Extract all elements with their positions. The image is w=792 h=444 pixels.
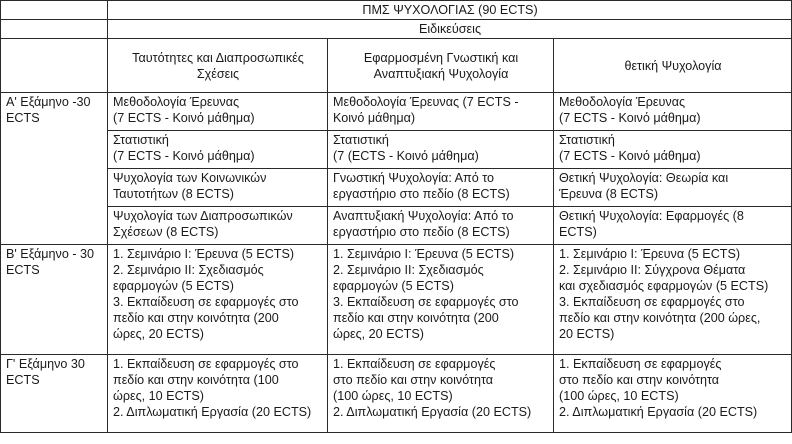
course-cell: Ψυχολογία των Διαπροσωπικών Σχέσεων (8 ECTS) bbox=[108, 207, 328, 245]
course-cell: Γνωστική Ψυχολογία: Από το εργαστήριο στο πεδίο (8 ECTS) bbox=[328, 169, 554, 207]
course-cell: 1. Εκπαίδευση σε εφαρμογές στο πεδίο και στην κοινότητα (100 ώρες, 10 ECTS) 2. Διπλωματική Εργασία (20 ECTS) bbox=[554, 355, 792, 433]
specializations-label-row bbox=[1, 20, 792, 39]
course-cell: Μεθοδολογία Έρευνας (7 ECTS - Κοινό μάθημα) bbox=[328, 93, 554, 131]
course-cell: Θετική Ψυχολογία: Εφαρμογές (8 ECTS) bbox=[554, 207, 792, 245]
semester-label: Γ' Εξάμηνο 30 ECTS bbox=[1, 355, 108, 433]
specialization-header: Εφαρμοσμένη Γνωστική και Αναπτυξιακή Ψυχολογία bbox=[328, 39, 554, 93]
course-cell: Μεθοδολογία Έρευνας (7 ECTS - Κοινό μάθημα) bbox=[554, 93, 792, 131]
semester-label: Β' Εξάμηνο - 30 ECTS bbox=[1, 245, 108, 355]
course-cell: 1. Σεμινάριο Ι: Έρευνα (5 ECTS) 2. Σεμινάριο ΙΙ: Σύγχρονα Θέματα και σχεδιασμός εφαρμογών (5 ECTS) 3. Εκπαίδευση σε εφαρμογές στο πεδίο και στην κοινότητα (200 ώρες, 20 ECTS) bbox=[554, 245, 792, 355]
empty-corner-cell bbox=[1, 39, 108, 93]
specializations-header-row bbox=[1, 39, 792, 93]
course-cell: 1. Σεμινάριο Ι: Έρευνα (5 ECTS) 2. Σεμινάριο ΙΙ: Σχεδιασμός εφαρμογών (5 ECTS) 3. Εκπαίδευση σε εφαρμογές στο πεδίο και στην κοινότητα (200 ώρες, 20 ECTS) bbox=[108, 245, 328, 355]
specialization-header: θετική Ψυχολογία bbox=[554, 39, 792, 93]
course-cell: 1. Εκπαίδευση σε εφαρμογές στο πεδίο και στην κοινότητα (100 ώρες, 10 ECTS) 2. Διπλωματική Εργασία (20 ECTS) bbox=[108, 355, 328, 433]
empty-corner-cell bbox=[1, 1, 108, 20]
specializations-label: Ειδικεύσεις bbox=[108, 20, 792, 39]
semester-label: Α' Εξάμηνο -30 ECTS bbox=[1, 93, 108, 245]
course-cell: 1. Εκπαίδευση σε εφαρμογές στο πεδίο και στην κοινότητα (100 ώρες, 10 ECTS) 2. Διπλωματική Εργασία (20 ECTS) bbox=[328, 355, 554, 433]
empty-corner-cell bbox=[1, 20, 108, 39]
course-cell: Στατιστική (7 ECTS - Κοινό μάθημα) bbox=[108, 131, 328, 169]
course-cell: Ψυχολογία των Κοινωνικών Ταυτοτήτων (8 ECTS) bbox=[108, 169, 328, 207]
table-row bbox=[1, 245, 792, 355]
course-cell: Στατιστική (7 (ECTS - Κοινό μάθημα) bbox=[328, 131, 554, 169]
table-row bbox=[1, 207, 792, 245]
table-row bbox=[1, 131, 792, 169]
course-cell: Αναπτυξιακή Ψυχολογία: Από το εργαστήριο στο πεδίο (8 ECTS) bbox=[328, 207, 554, 245]
program-title: ΠΜΣ ΨΥΧΟΛΟΓΙΑΣ (90 ECTS) bbox=[108, 1, 792, 20]
table-row bbox=[1, 355, 792, 433]
table-row bbox=[1, 169, 792, 207]
title-row bbox=[1, 1, 792, 20]
course-cell: Στατιστική (7 ECTS - Κοινό μάθημα) bbox=[554, 131, 792, 169]
course-cell: Μεθοδολογία Έρευνας (7 ECTS - Κοινό μάθημα) bbox=[108, 93, 328, 131]
course-cell: Θετική Ψυχολογία: Θεωρία και Έρευνα (8 ECTS) bbox=[554, 169, 792, 207]
course-cell: 1. Σεμινάριο Ι: Έρευνα (5 ECTS) 2. Σεμινάριο ΙΙ: Σχεδιασμός εφαρμογών (5 ECTS) 3. Εκπαίδευση σε εφαρμογές στο πεδίο και στην κοινότητα (200 ώρες, 20 ECTS) bbox=[328, 245, 554, 355]
table-row bbox=[1, 93, 792, 131]
specialization-header: Ταυτότητες και Διαπροσωπικές Σχέσεις bbox=[108, 39, 328, 93]
